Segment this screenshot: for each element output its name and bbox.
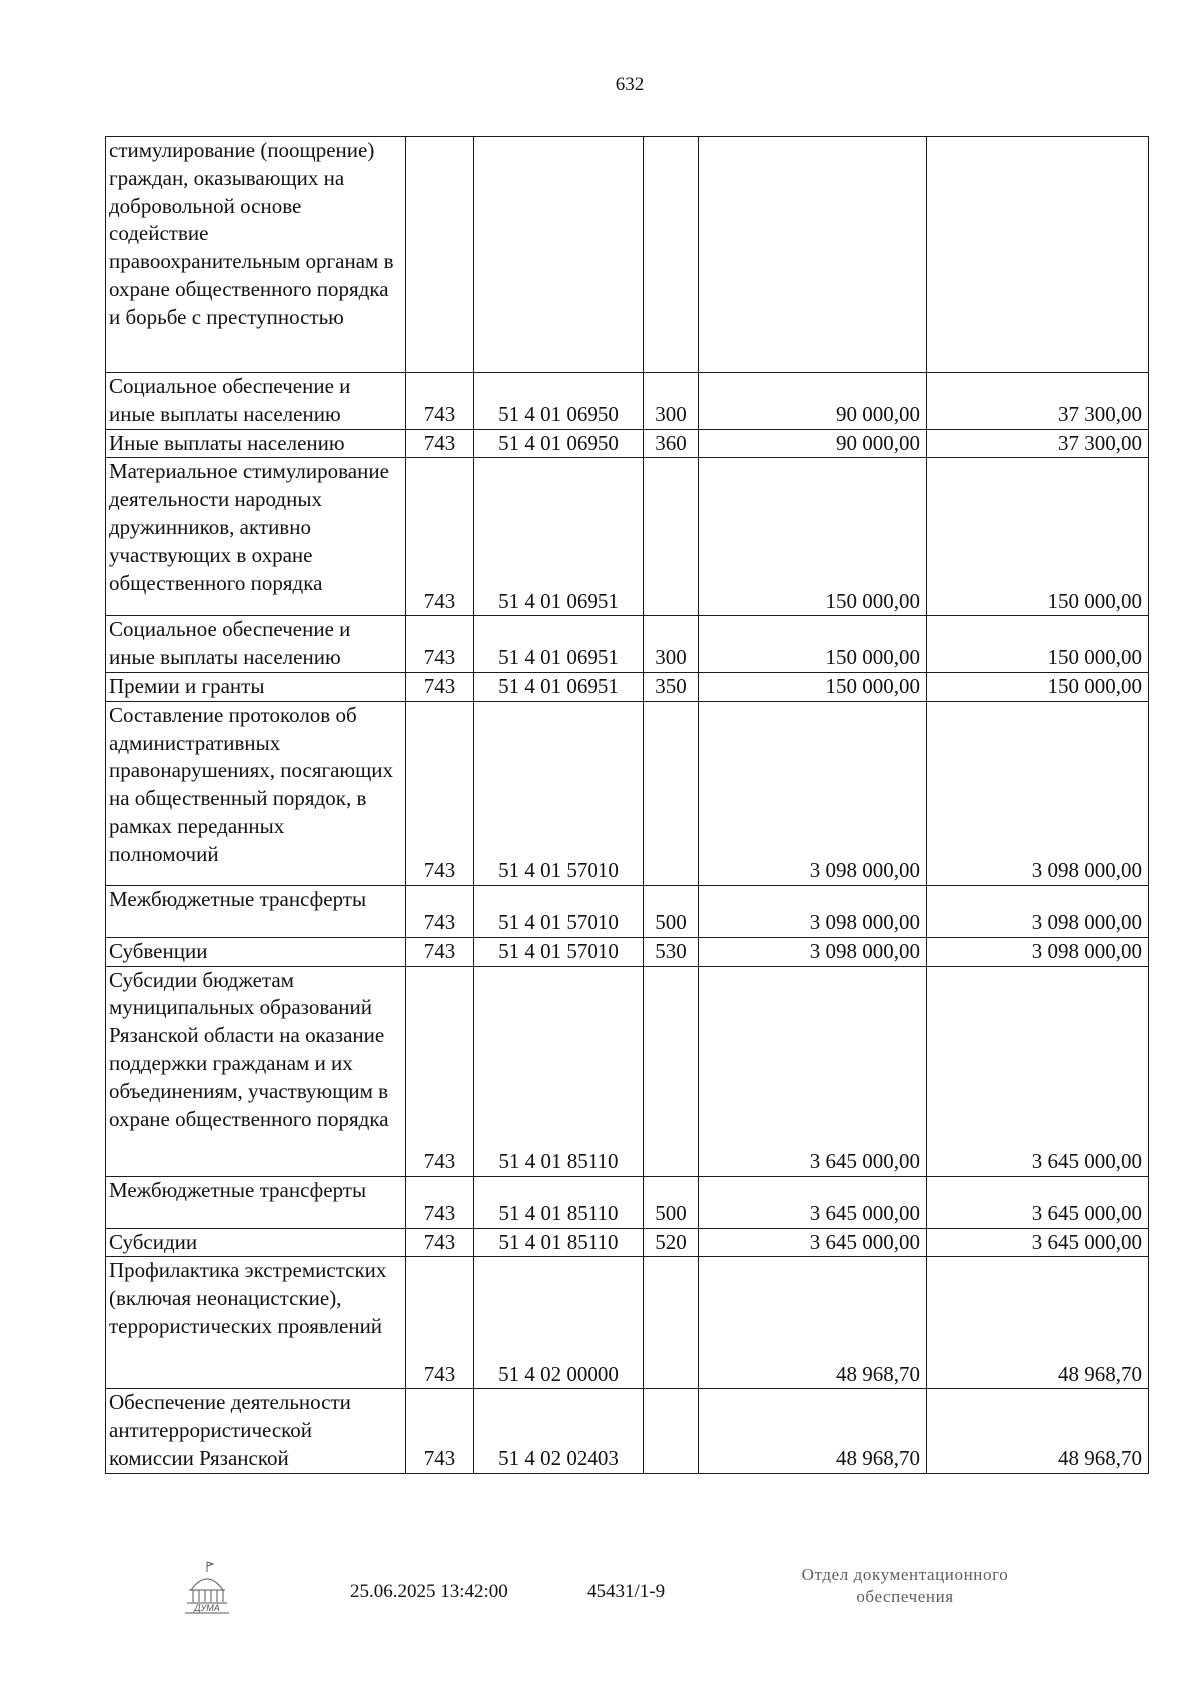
duma-logo — [183, 1560, 231, 1618]
cell-amount-2: 3 645 000,00 — [927, 966, 1149, 1176]
cell-name: Субсидии — [106, 1228, 406, 1257]
cell-expense-type: 300 — [644, 373, 699, 430]
cell-code: 743 — [406, 966, 474, 1176]
cell-target-article: 51 4 01 85110 — [474, 1176, 644, 1228]
cell-amount-2: 150 000,00 — [927, 616, 1149, 673]
cell-amount-2: 150 000,00 — [927, 458, 1149, 616]
cell-amount-1: 3 645 000,00 — [699, 966, 927, 1176]
footer-doc-number: 45431/1-9 — [587, 1581, 666, 1602]
cell-target-article: 51 4 01 06951 — [474, 616, 644, 673]
cell-expense-type: 530 — [644, 937, 699, 966]
cell-code: 743 — [406, 1228, 474, 1257]
table-row — [106, 429, 1149, 458]
cell-name: Субсидии бюджетам муниципальных образований Рязанской области на оказание поддержки гражданам и их объединениям, участвующим в охране общественного порядка — [106, 966, 406, 1176]
cell-amount-2: 3 098 000,00 — [927, 701, 1149, 885]
cell-name: Социальное обеспечение и иные выплаты населению — [106, 616, 406, 673]
table-row — [106, 701, 1149, 885]
cell-amount-2: 3 098 000,00 — [927, 937, 1149, 966]
cell-amount-1: 3 098 000,00 — [699, 937, 927, 966]
cell-name: Социальное обеспечение и иные выплаты населению — [106, 373, 406, 430]
table-row — [106, 966, 1149, 1176]
table-row — [106, 1176, 1149, 1228]
cell-name: Профилактика экстремистских (включая неонацистские), террористических проявлений — [106, 1257, 406, 1389]
cell-code: 743 — [406, 1257, 474, 1389]
cell-amount-1: 3 098 000,00 — [699, 701, 927, 885]
cell-name: Материальное стимулирование деятельности народных дружинников, активно участвующих в охране общественного порядка — [106, 458, 406, 616]
cell-name: Межбюджетные трансферты — [106, 1176, 406, 1228]
cell-code: 743 — [406, 373, 474, 430]
cell-amount-1: 90 000,00 — [699, 373, 927, 430]
cell-amount-1 — [699, 137, 927, 373]
cell-name: Субвенции — [106, 937, 406, 966]
cell-expense-type: 500 — [644, 885, 699, 937]
cell-name: Иные выплаты населению — [106, 429, 406, 458]
logo-text: ДУМА — [194, 1603, 220, 1613]
cell-code: 743 — [406, 616, 474, 673]
cell-amount-2: 3 098 000,00 — [927, 885, 1149, 937]
cell-target-article: 51 4 01 06951 — [474, 672, 644, 701]
cell-amount-1: 90 000,00 — [699, 429, 927, 458]
cell-target-article: 51 4 01 06950 — [474, 429, 644, 458]
cell-expense-type: 300 — [644, 616, 699, 673]
cell-amount-2: 48 968,70 — [927, 1257, 1149, 1389]
cell-name: Составление протоколов об административных правонарушениях, посягающих на общественный порядок, в рамках переданных полномочий — [106, 701, 406, 885]
cell-target-article: 51 4 01 57010 — [474, 885, 644, 937]
department-stamp — [760, 1564, 1050, 1608]
cell-code — [406, 137, 474, 373]
cell-amount-2: 3 645 000,00 — [927, 1228, 1149, 1257]
cell-amount-1: 48 968,70 — [699, 1257, 927, 1389]
cell-name: Межбюджетные трансферты — [106, 885, 406, 937]
stamp-line-2: обеспечения — [856, 1587, 954, 1606]
cell-amount-1: 3 645 000,00 — [699, 1228, 927, 1257]
table-row — [106, 1389, 1149, 1473]
cell-code: 743 — [406, 937, 474, 966]
cell-code: 743 — [406, 672, 474, 701]
cell-target-article: 51 4 01 06951 — [474, 458, 644, 616]
cell-name: Обеспечение деятельности антитеррористической комиссии Рязанской — [106, 1389, 406, 1473]
cell-expense-type — [644, 966, 699, 1176]
cell-target-article — [474, 137, 644, 373]
table-row — [106, 373, 1149, 430]
cell-amount-1: 150 000,00 — [699, 672, 927, 701]
cell-target-article: 51 4 01 57010 — [474, 701, 644, 885]
table-row — [106, 458, 1149, 616]
cell-amount-2 — [927, 137, 1149, 373]
cell-amount-2: 48 968,70 — [927, 1389, 1149, 1473]
cell-amount-1: 150 000,00 — [699, 458, 927, 616]
cell-expense-type: 350 — [644, 672, 699, 701]
cell-code: 743 — [406, 885, 474, 937]
cell-target-article: 51 4 01 06950 — [474, 373, 644, 430]
cell-target-article: 51 4 01 85110 — [474, 966, 644, 1176]
cell-target-article: 51 4 01 57010 — [474, 937, 644, 966]
cell-code: 743 — [406, 458, 474, 616]
table-row — [106, 616, 1149, 673]
cell-expense-type — [644, 137, 699, 373]
budget-table — [105, 136, 1149, 1474]
cell-amount-2: 37 300,00 — [927, 373, 1149, 430]
cell-expense-type — [644, 701, 699, 885]
cell-code: 743 — [406, 1389, 474, 1473]
cell-amount-1: 48 968,70 — [699, 1389, 927, 1473]
table-row — [106, 937, 1149, 966]
page-number: 632 — [615, 74, 645, 95]
cell-code: 743 — [406, 701, 474, 885]
cell-code: 743 — [406, 1176, 474, 1228]
cell-target-article: 51 4 02 02403 — [474, 1389, 644, 1473]
cell-expense-type: 520 — [644, 1228, 699, 1257]
cell-expense-type — [644, 1389, 699, 1473]
footer-datetime: 25.06.2025 13:42:00 — [350, 1581, 508, 1602]
table-row — [106, 885, 1149, 937]
cell-amount-2: 37 300,00 — [927, 429, 1149, 458]
cell-amount-1: 3 645 000,00 — [699, 1176, 927, 1228]
cell-amount-1: 3 098 000,00 — [699, 885, 927, 937]
cell-expense-type — [644, 458, 699, 616]
table-row — [106, 672, 1149, 701]
cell-expense-type: 360 — [644, 429, 699, 458]
table-row — [106, 137, 1149, 373]
cell-expense-type — [644, 1257, 699, 1389]
cell-target-article: 51 4 01 85110 — [474, 1228, 644, 1257]
cell-amount-1: 150 000,00 — [699, 616, 927, 673]
cell-name: Премии и гранты — [106, 672, 406, 701]
cell-name: стимулирование (поощрение) граждан, оказывающих на добровольной основе содействие правоохранительным органам в охране общественного порядка и борьбе с преступностью — [106, 137, 406, 373]
cell-target-article: 51 4 02 00000 — [474, 1257, 644, 1389]
cell-amount-2: 3 645 000,00 — [927, 1176, 1149, 1228]
cell-code: 743 — [406, 429, 474, 458]
stamp-line-1: Отдел документационного — [801, 1565, 1009, 1584]
cell-expense-type: 500 — [644, 1176, 699, 1228]
cell-amount-2: 150 000,00 — [927, 672, 1149, 701]
table-row — [106, 1257, 1149, 1389]
table-row — [106, 1228, 1149, 1257]
